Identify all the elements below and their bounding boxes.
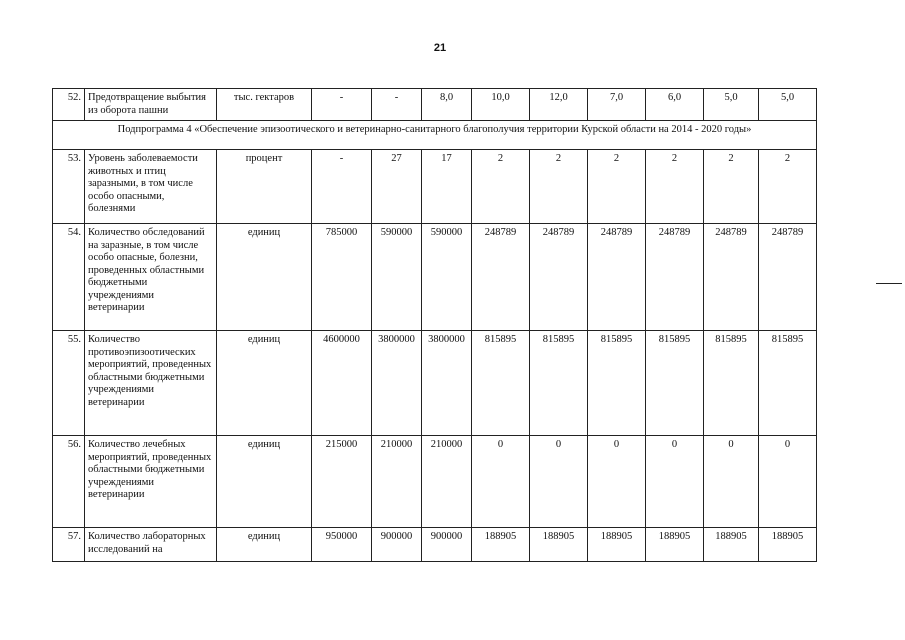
table-row	[53, 150, 817, 224]
value-cell: 215000	[312, 436, 372, 528]
indicator-name: Предотвращение выбытия из оборота пашни	[85, 89, 217, 121]
value-cell: 210000	[422, 436, 472, 528]
value-cell: 950000	[312, 528, 372, 562]
indicator-name: Количество лабораторных исследований на	[85, 528, 217, 562]
value-cell: 210000	[372, 436, 422, 528]
value-cell: 590000	[422, 224, 472, 331]
value-cell: 188905	[759, 528, 817, 562]
indicators-table	[52, 88, 817, 562]
value-cell: 188905	[646, 528, 704, 562]
value-cell: 8,0	[422, 89, 472, 121]
value-cell: 0	[646, 436, 704, 528]
value-cell: 2	[646, 150, 704, 224]
value-cell: 248789	[588, 224, 646, 331]
unit-cell: единиц	[217, 224, 312, 331]
subprogram-row	[53, 121, 817, 150]
value-cell: 0	[530, 436, 588, 528]
value-cell: 900000	[372, 528, 422, 562]
value-cell: 815895	[646, 331, 704, 436]
value-cell: 248789	[704, 224, 759, 331]
value-cell: 2	[472, 150, 530, 224]
row-number: 55.	[53, 331, 85, 436]
value-cell: 27	[372, 150, 422, 224]
row-number: 56.	[53, 436, 85, 528]
value-cell: -	[372, 89, 422, 121]
table-row	[53, 436, 817, 528]
margin-mark	[876, 283, 902, 284]
subprogram-title: Подпрограмма 4 «Обеспечение эпизоотического и ветеринарно-санитарного благополучия территории Курской области на 2014 - 2020 годы»	[53, 121, 817, 150]
value-cell: 815895	[759, 331, 817, 436]
value-cell: 0	[704, 436, 759, 528]
indicator-name: Уровень заболеваемости животных и птиц заразными, в том числе особо опасными, болезнями	[85, 150, 217, 224]
value-cell: 3800000	[422, 331, 472, 436]
value-cell: 815895	[530, 331, 588, 436]
value-cell: 815895	[588, 331, 646, 436]
table-row	[53, 89, 817, 121]
value-cell: 17	[422, 150, 472, 224]
value-cell: 2	[704, 150, 759, 224]
value-cell: 188905	[704, 528, 759, 562]
indicator-name: Количество лечебных мероприятий, проведенных областными бюджетными учреждениями ветеринарии	[85, 436, 217, 528]
value-cell: 900000	[422, 528, 472, 562]
row-number: 54.	[53, 224, 85, 331]
value-cell: 5,0	[759, 89, 817, 121]
value-cell: 0	[759, 436, 817, 528]
table-body	[53, 89, 817, 562]
row-number: 52.	[53, 89, 85, 121]
table-row	[53, 224, 817, 331]
table-row	[53, 528, 817, 562]
value-cell: 5,0	[704, 89, 759, 121]
value-cell: 248789	[646, 224, 704, 331]
value-cell: 188905	[472, 528, 530, 562]
value-cell: -	[312, 89, 372, 121]
indicator-name: Количество противоэпизоотических мероприятий, проведенных областными бюджетными учреждениями ветеринарии	[85, 331, 217, 436]
value-cell: 2	[588, 150, 646, 224]
value-cell: -	[312, 150, 372, 224]
value-cell: 590000	[372, 224, 422, 331]
value-cell: 3800000	[372, 331, 422, 436]
value-cell: 188905	[588, 528, 646, 562]
table-row	[53, 331, 817, 436]
unit-cell: единиц	[217, 331, 312, 436]
value-cell: 815895	[704, 331, 759, 436]
value-cell: 815895	[472, 331, 530, 436]
value-cell: 248789	[530, 224, 588, 331]
value-cell: 188905	[530, 528, 588, 562]
value-cell: 0	[472, 436, 530, 528]
value-cell: 248789	[472, 224, 530, 331]
value-cell: 2	[530, 150, 588, 224]
value-cell: 6,0	[646, 89, 704, 121]
value-cell: 248789	[759, 224, 817, 331]
value-cell: 785000	[312, 224, 372, 331]
unit-cell: процент	[217, 150, 312, 224]
value-cell: 10,0	[472, 89, 530, 121]
row-number: 57.	[53, 528, 85, 562]
unit-cell: тыс. гектаров	[217, 89, 312, 121]
unit-cell: единиц	[217, 436, 312, 528]
value-cell: 0	[588, 436, 646, 528]
value-cell: 12,0	[530, 89, 588, 121]
page-number: 21	[433, 42, 447, 54]
value-cell: 7,0	[588, 89, 646, 121]
indicator-name: Количество обследований на заразные, в том числе особо опасные, болезни, проведенных областными бюджетными учреждениями ветеринарии	[85, 224, 217, 331]
row-number: 53.	[53, 150, 85, 224]
value-cell: 2	[759, 150, 817, 224]
unit-cell: единиц	[217, 528, 312, 562]
value-cell: 4600000	[312, 331, 372, 436]
